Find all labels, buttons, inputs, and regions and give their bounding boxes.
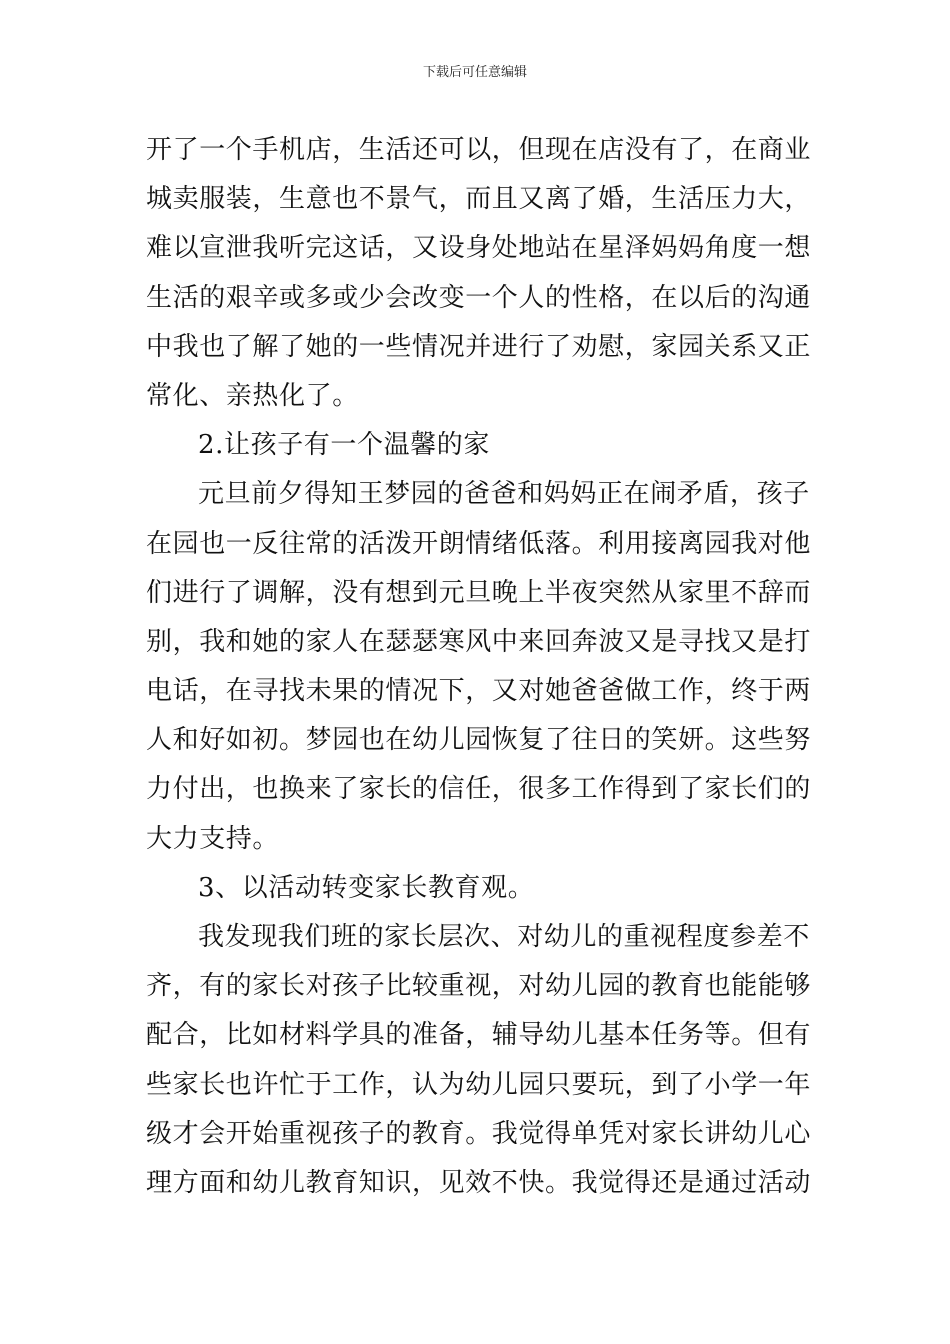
section-heading <box>146 421 806 470</box>
text-line: 元旦前夕得知王梦园的爸爸和妈妈正在闹矛盾，孩子 <box>198 479 810 510</box>
text-line: 力付出，也换来了家长的信任，很多工作得到了家长们的 <box>146 774 812 805</box>
text-line: 们进行了调解，没有想到元旦晚上半夜突然从家里不辞而 <box>146 577 812 608</box>
paragraph <box>146 913 812 1208</box>
text-line: 些家长也许忙于工作，认为幼儿园只要玩，到了小学一年 <box>146 1069 812 1100</box>
text-line: 电话，在寻找未果的情况下，又对她爸爸做工作，终于两 <box>146 676 812 707</box>
text-line: 常化、亲热化了。 <box>146 380 359 411</box>
section-heading <box>146 864 806 913</box>
text-line: 生活的艰辛或多或少会改变一个人的性格，在以后的沟通 <box>146 282 812 313</box>
heading-line: 3、以活动转变家长教育观。 <box>198 872 535 903</box>
text-line: 齐，有的家长对孩子比较重视，对幼儿园的教育也能能够 <box>146 971 812 1002</box>
text-line: 人和好如初。梦园也在幼儿园恢复了往日的笑妍。这些努 <box>146 725 812 756</box>
heading-line: 2.让孩子有一个温馨的家 <box>198 430 491 461</box>
paragraph <box>146 470 812 864</box>
paragraph-continued <box>146 126 812 421</box>
text-line: 配合，比如材料学具的准备，辅导幼儿基本任务等。但有 <box>146 1020 812 1051</box>
text-line: 在园也一反往常的活泼开朗情绪低落。利用接离园我对他 <box>146 528 812 559</box>
text-line: 理方面和幼儿教育知识，见效不快。我觉得还是通过活动 <box>146 1167 812 1198</box>
text-line: 别，我和她的家人在瑟瑟寒风中来回奔波又是寻找又是打 <box>146 626 812 657</box>
document-body <box>146 126 812 1208</box>
text-line: 我发现我们班的家长层次、对幼儿的重视程度参差不 <box>198 922 810 952</box>
text-line: 城卖服装，生意也不景气，而且又离了婚，生活压力大， <box>146 184 812 215</box>
text-line: 大力支持。 <box>146 823 280 854</box>
text-line: 中我也了解了她的一些情况并进行了劝慰，家园关系又正 <box>146 331 812 362</box>
text-line: 级才会开始重视孩子的教育。我觉得单凭对家长讲幼儿心 <box>146 1118 812 1149</box>
text-line: 开了一个手机店，生活还可以，但现在店没有了，在商业 <box>146 135 812 165</box>
text-line: 难以宣泄我听完这话，又设身处地站在星泽妈妈角度一想 <box>146 233 812 264</box>
page-header: 下载后可任意编辑 <box>422 65 527 80</box>
